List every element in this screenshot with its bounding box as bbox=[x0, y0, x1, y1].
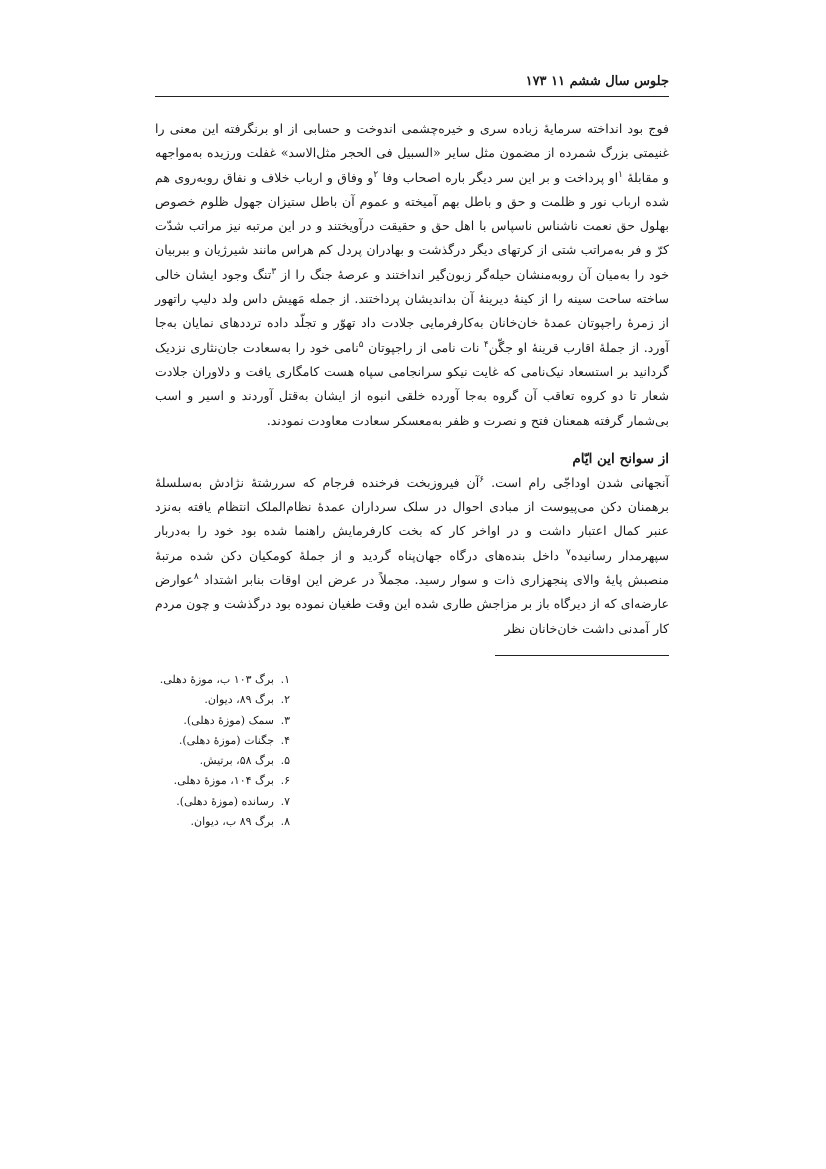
footnote-number: ۴. bbox=[280, 733, 290, 747]
footnote-number: ۷. bbox=[280, 794, 290, 808]
footnote-number: ۶. bbox=[280, 774, 290, 788]
footnote-text: برگ ۸۹، دیوان. bbox=[204, 693, 274, 707]
footnote-number: ۸. bbox=[280, 815, 290, 829]
text-run: نامی خود را به‌سعادت جان‌نثاری نزدیک گردانید بر استسعاد نیک‌نامی که غایت نیکو سرانجامی سپاه هست کامگاری یافت و دلاوران جلادت شعار تا دو کروه تعاقب آن گروه به‌جا آورده خلقی انبوه از ایشان به‌قتل آوردند و اسیر و اسب بی‌شمار گرفته همعنان فتح و نصرت و ظفر به‌معسکر سعادت معاودت نمودند. bbox=[155, 339, 669, 428]
book-page bbox=[155, 72, 669, 832]
footnote-text: برگ ۸۹ ب، دیوان. bbox=[190, 815, 274, 829]
footnote-marker-3[interactable]: ۳ bbox=[271, 266, 277, 277]
footnote-marker-8[interactable]: ۸ bbox=[193, 571, 199, 582]
footnote-marker-4[interactable]: ۴ bbox=[483, 339, 489, 350]
text-run: تنگ وجود ایشان خالی ساخته ساحت سینه را از کینهٔ دیرینهٔ آن بداندیشان پرداختند. از جمله مَهیش داس ولد دلیپ راتهور از زمرهٔ راجپوتان عمدهٔ خان‌خانان به‌کارفرمایی جلادت داد تهوّر و تجلّد داده ترددهای نمایان به‌جا آورد. از جملهٔ اقارب قرینهٔ او جگّن bbox=[155, 266, 669, 355]
paragraph-2 bbox=[155, 471, 669, 641]
footnote-item bbox=[155, 670, 290, 690]
footnote-item bbox=[155, 751, 290, 771]
text-run: داخل بنده‌های درگاه جهان‌پناه گردید و از جملهٔ کومکیان دکن شده مرتبهٔ منصبش پایهٔ والای پنجهزاری ذات و سوار رسید. مجملاً در عرض این اوقات بنابر اشتداد bbox=[155, 547, 669, 588]
footnote-item bbox=[155, 711, 290, 731]
footnote-text: برگ ۱۰۳ ب، موزهٔ دهلی. bbox=[159, 672, 274, 686]
footnote-text: برگ ۱۰۴، موزهٔ دهلی. bbox=[173, 774, 274, 788]
footnote-marker-1[interactable]: ۱ bbox=[618, 169, 623, 180]
text-run: آن فیروزبخت فرخنده فرجام که سررشتهٔ نژادش به‌سلسلهٔ برهمنان دکن می‌پیوست از مبادی احوال در سلک سرداران عمدهٔ نظام‌الملک انتظام یافته به‌نزد عنبر کمال اعتبار داشت و در اواخر کار که بخت کارفرمایش راهنما شده بود خود را به‌دربار سپهرمدار رسانیده bbox=[155, 474, 669, 563]
text-run: آنجهانی شدن اوداجّی رام است. bbox=[484, 474, 669, 490]
footnote-number: ۲. bbox=[280, 693, 290, 707]
footnote-number: ۵. bbox=[280, 754, 290, 768]
footnote-text: برگ ۵۸، برتیش. bbox=[199, 754, 274, 768]
footnote-text: سمک (موزهٔ دهلی). bbox=[183, 713, 274, 727]
paragraph-1 bbox=[155, 117, 669, 433]
text-run: نات نامی از راجپوتان bbox=[363, 339, 484, 355]
footnote-item bbox=[155, 731, 290, 751]
footnote-marker-5[interactable]: ۵ bbox=[358, 339, 364, 350]
footnote-text: رسانده (موزهٔ دهلی). bbox=[176, 794, 274, 808]
footnote-number: ۳. bbox=[280, 713, 290, 727]
text-run: فوج بود انداخته سرمایهٔ زباده سری و خیره‌چشمی اندوخت و حسابی از او برنگرفته این معنی را غنیمتی بزرگ شمرده از مضمون مثل سایر «السبیل فی الحجر مثل‌الاسد» غفلت ورزیده به‌مواجهه و مقابلهٔ bbox=[155, 121, 670, 185]
text-run: او پرداخت و بر این سر دیگر باره اصحاب وفا bbox=[378, 169, 619, 185]
footnote-number: ۱. bbox=[280, 672, 290, 686]
footnotes-list bbox=[155, 670, 290, 832]
section-heading: از سوانح این ایّام bbox=[572, 450, 669, 467]
footnote-item bbox=[155, 812, 290, 832]
footnote-item bbox=[155, 771, 290, 791]
footnote-marker-6[interactable]: ۶ bbox=[479, 474, 485, 485]
footnote-item bbox=[155, 792, 290, 812]
text-run: و وفاق و ارباب خلاف و نفاق روبه‌روی هم شده ارباب نور و ظلمت و حق و باطل بهم آمیخته و عموم آن باطل ستیزان جهول ظلوم خصوص بهلول حق نعمت ناشناس ناسپاس با اهل حق و حقیقت درآویختند و در این مرتبه نیز مراتب شدّت کرّ و فر به‌مراتب شتی از کرتهای دیگر درگذشت و بهادران پردل کم هراس مانند شیرژیان و ببربیان خود را به‌میان آن روبه‌منشان حیله‌گر زبون‌گیر انداختند و عرصهٔ جنگ را از bbox=[155, 169, 669, 282]
footnote-marker-7[interactable]: ۷ bbox=[566, 547, 571, 558]
footnote-separator bbox=[495, 655, 669, 656]
text-run: عوارض عارضه‌ای که از دیرگاه باز بر مزاجش طاری شده این وقت طغیان نموده بود درگذشت و چون مردم کار آمدنی داشت خان‌خانان نظر bbox=[155, 572, 669, 636]
footnote-marker-2[interactable]: ۲ bbox=[373, 169, 379, 180]
main-text bbox=[155, 117, 669, 641]
running-header: جلوس سال ششم ۱۱ ۱۷۳ bbox=[155, 72, 669, 97]
footnote-item bbox=[155, 690, 290, 710]
footnote-text: جگنات (موزهٔ دهلی). bbox=[178, 733, 274, 747]
